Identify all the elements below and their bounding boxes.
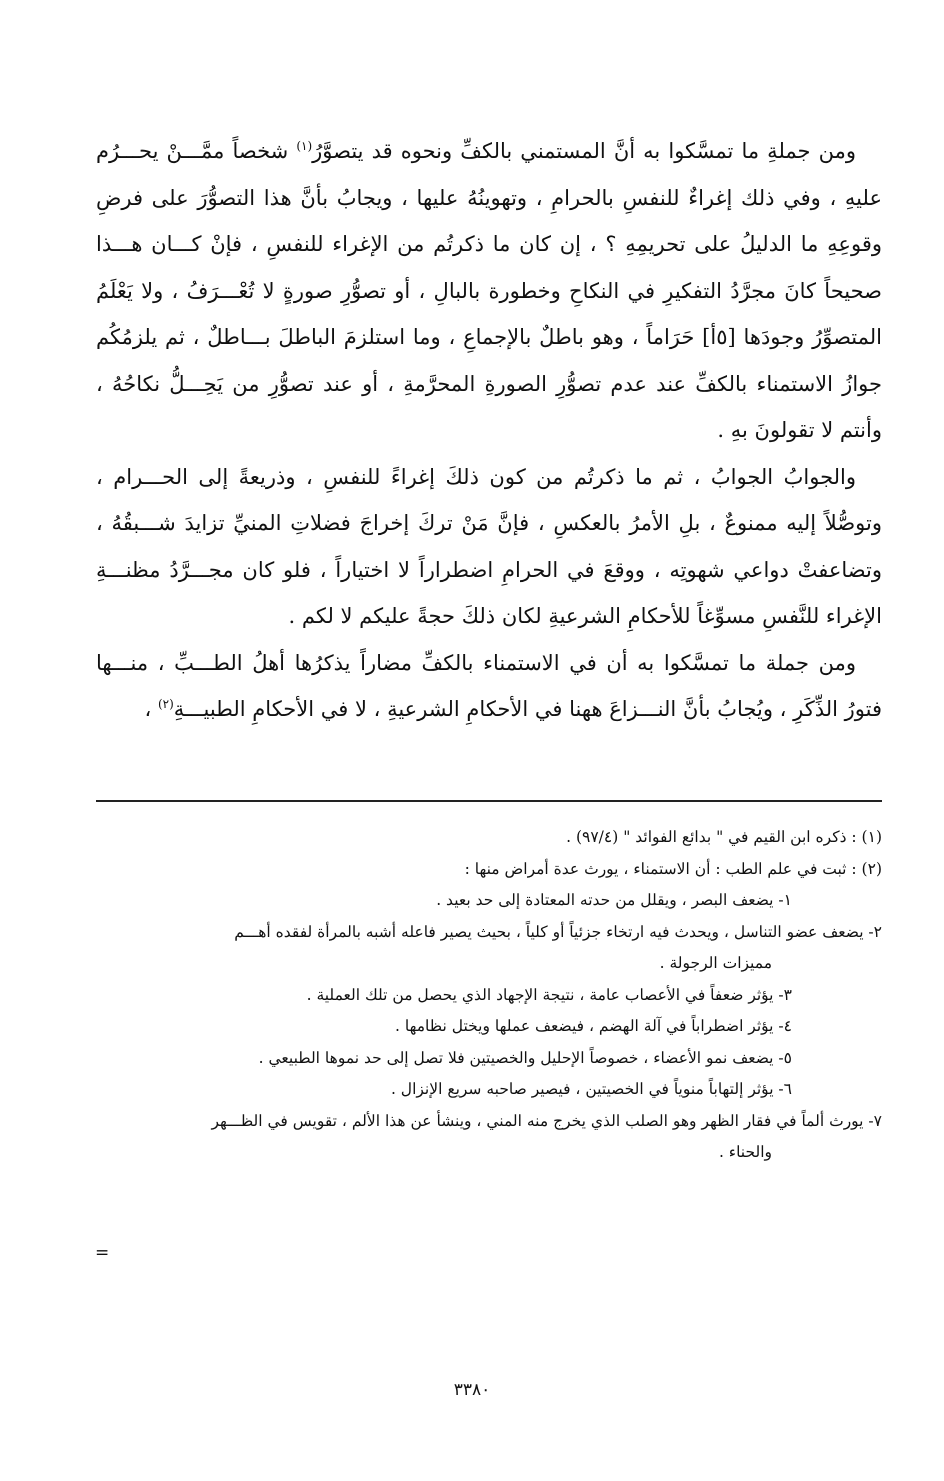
footnote-divider [96,800,882,802]
footnote-2-item-5: ٥- يضعف نمو الأعضاء ، خصوصاً الإحليل والخصيتين فلا تصل إلى حد نموها الطبيعي . [258,1048,792,1067]
paragraph-2: والجوابُ الجوابُ ، ثم ما ذكرتُم من كون ذلكَ إغراءً للنفسِ ، وذريعةً إلى الحـــرام ، وتوصُّلاً إليه ممنوعٌ ، بلِ الأمرُ بالعكسِ ، فإنَّ مَنْ تركَ إخراجَ فضلاتِ المنيِّ تزايدَ شـــبقُهُ ، وتضاعفتْ دواعي شهوتِه ، ووقعَ في الحرامِ اضطراراً لا اختياراً ، فلو كان مجـــرَّدُ مظنـــةِ الإغراء للنَّفسِ مسوِّغاً للأحكامِ الشرعيةِ لكان ذلكَ حجةً عليكم لا لكم . [96,464,882,628]
footnotes-section [96,822,882,1169]
footnote-1: (١) : ذكره ابن القيم في " بدائع الفوائد " (٩٧/٤) . [566,828,882,846]
continuation-mark: = [95,1243,110,1263]
paragraph-3 [96,640,882,733]
footnote-2-item-6: ٦- يؤثر إلتهاباً منوياً في الخصيتين ، فيصير صاحبه سريع الإنزال . [390,1080,792,1098]
paragraph-1-text-end: شخصاً ممَّـــنْ يحـــرُم عليهِ ، وفي ذلك إغراءٌ للنفسِ بالحرامِ ، وتهوينُهُ عليها ، ويجابُ بأنَّ هذا التصوُّرَ على فرضِ وقوعِهِ ما الدليلُ على تحريمِهِ ؟ ، إن كان ما ذكرتُم من الإغراء للنفسِ ، فإنْ كـــان هـــذا صحيحاً كانَ مجرَّدُ التفكيرِ في النكاحِ وخطورة بالبالِ ، أو تصوُّرِ صورةٍ لا تُعْـــرَفُ ، ولا يَعْلَمُ المتصوِّرُ وجودَها [٥أ] حَرَاماً ، وهو باطلٌ بالإجماعِ ، وما استلزمَ الباطلَ بـــاطلٌ ، ثم يلزمُكُم جوازُ الاستمناء بالكفِّ عند عدم تصوُّرِ الصورةِ المحرَّمةِ ، أو عند تصوُّرِ من يَحِـــلُّ نكاحُهُ ، وأنتم لا تقولونَ بهِ . [96,139,882,442]
footnote-2-intro: (٢) : ثبت في علم الطب : أن الاستمناء ، يورث عدة أمراض منها : [464,859,882,878]
paragraph-3-text-end: ، [144,697,158,721]
footnote-ref-2[interactable]: (٢) [157,697,174,711]
footnote-2-item-1: ١- يضعف البصر ، ويقلل من حدته المعتادة إلى حد بعيد . [436,891,792,909]
footnote-2-item-7-continued: والحناء . [718,1143,772,1161]
footnote-ref-1[interactable]: (١) [296,139,313,153]
paragraph-1-text-start: ومن جملةِ ما تمسَّكوا به أنَّ المستمني بالكفِّ ونحوه قد يتصوَّرُ [312,139,856,163]
footnote-2-item-4: ٤- يؤثر اضطراباً في آلة الهضم ، فيضعف عملها ويختل نظامها . [395,1017,792,1035]
footnote-2-item-3: ٣- يؤثر ضعفاً في الأعصاب عامة ، نتيجة الإجهاد الذي يحصل من تلك العملية . [306,985,792,1004]
main-text-body [96,128,882,733]
paragraph-3-text-start: ومن جملة ما تمسَّكوا به أن في الاستمناء بالكفِّ مضاراً يذكرُها أهلُ الطـــبِّ ، منـــها فتورُ الذِّكَرِ ، ويُجابُ بأنَّ النـــزاعَ ههنا في الأحكامِ الشرعيةِ ، لا في الأحكامِ الطبيـــةِ [96,650,882,721]
footnote-2-item-2-continued: مميزات الرجولة . [659,954,772,972]
footnote-2-item-2: ٢- يضعف عضو التناسل ، ويحدث فيه ارتخاء جزئياً أو كلياً ، بحيث يصير فاعله أشبه بالمرأة لفقده أهـــم [234,922,882,941]
footnote-2-item-7: ٧- يورث ألماً في فقار الظهر وهو الصلب الذي يخرج منه المني ، وينشأ عن هذا الألم ، تقويس في الظـــهر [211,1111,882,1130]
paragraph-1 [96,128,882,454]
page-number: ٣٣٨٠ [453,1380,491,1400]
